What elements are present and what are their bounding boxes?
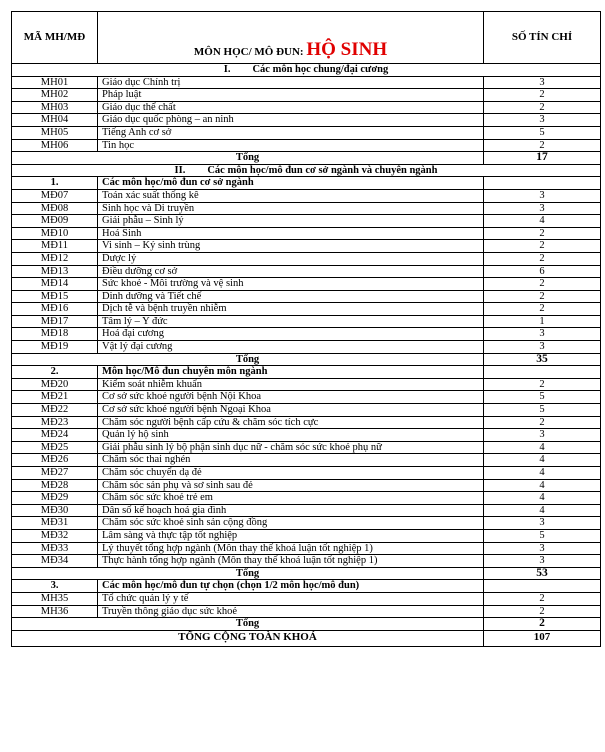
section-title: Các môn học/mô đun cơ sở ngành và chuyên ngành <box>207 164 438 176</box>
subtotal-label: Tổng <box>12 353 484 366</box>
course-row <box>12 101 601 114</box>
subsection-title: Môn học/Mô đun chuyên môn ngành <box>98 366 484 379</box>
course-code: MĐ09 <box>12 215 98 228</box>
subtotal-row <box>12 618 601 631</box>
course-code: MĐ18 <box>12 328 98 341</box>
course-row <box>12 278 601 291</box>
course-code: MĐ10 <box>12 227 98 240</box>
subtotal-label: Tổng <box>12 152 484 165</box>
course-code: MĐ24 <box>12 429 98 442</box>
course-code: MĐ14 <box>12 278 98 291</box>
course-credits: 3 <box>484 429 601 442</box>
course-row <box>12 529 601 542</box>
course-code: MH03 <box>12 101 98 114</box>
header-code: MÃ MH/MĐ <box>12 12 98 64</box>
course-name: Hoá Sinh <box>98 227 484 240</box>
course-name: Tin học <box>98 139 484 152</box>
course-credits: 3 <box>484 189 601 202</box>
course-credits: 5 <box>484 404 601 417</box>
course-credits: 4 <box>484 504 601 517</box>
course-code: MĐ16 <box>12 303 98 316</box>
course-credits: 2 <box>484 101 601 114</box>
course-credits: 2 <box>484 592 601 605</box>
course-credits: 3 <box>484 341 601 354</box>
course-credits: 4 <box>484 492 601 505</box>
course-code: MĐ28 <box>12 479 98 492</box>
course-credits: 4 <box>484 479 601 492</box>
course-name: Dược lý <box>98 252 484 265</box>
course-code: MĐ17 <box>12 315 98 328</box>
course-credits: 4 <box>484 441 601 454</box>
course-name: Sinh học và Di truyền <box>98 202 484 215</box>
course-code: MH05 <box>12 126 98 139</box>
course-credits: 2 <box>484 139 601 152</box>
subsection-credits-empty <box>484 366 601 379</box>
course-name: Điều dưỡng cơ sở <box>98 265 484 278</box>
course-name: Truyền thông giáo dục sức khoẻ <box>98 605 484 618</box>
course-credits: 3 <box>484 76 601 89</box>
section-row-specialized <box>12 164 601 177</box>
course-row <box>12 467 601 480</box>
course-name: Pháp luật <box>98 89 484 102</box>
course-credits: 2 <box>484 240 601 253</box>
subsection-number: 1. <box>12 177 98 190</box>
course-credits: 5 <box>484 126 601 139</box>
course-name: Chăm sóc sức khoẻ sinh sản cộng đồng <box>98 517 484 530</box>
course-code: MĐ20 <box>12 378 98 391</box>
course-name: Giáo dục thể chất <box>98 101 484 114</box>
course-credits: 6 <box>484 265 601 278</box>
course-code: MĐ22 <box>12 404 98 417</box>
course-name: Dinh dưỡng và Tiết chế <box>98 290 484 303</box>
course-credits: 2 <box>484 252 601 265</box>
course-credits: 4 <box>484 454 601 467</box>
course-code: MĐ11 <box>12 240 98 253</box>
course-row <box>12 416 601 429</box>
course-row <box>12 315 601 328</box>
course-name: Cơ sở sức khoẻ người bệnh Ngoại Khoa <box>98 404 484 417</box>
course-row <box>12 555 601 568</box>
course-row <box>12 341 601 354</box>
grand-total-value: 107 <box>484 630 601 646</box>
course-credits: 2 <box>484 290 601 303</box>
section-title: Các môn học chung/đại cương <box>252 64 389 75</box>
subtotal-label: Tổng <box>12 567 484 580</box>
course-name: Giáo dục quốc phòng – an ninh <box>98 114 484 127</box>
course-name: Toán xác suất thống kê <box>98 189 484 202</box>
header-name <box>98 12 484 64</box>
section-number: II. <box>174 164 186 176</box>
course-row <box>12 504 601 517</box>
section-row-specialized-cell <box>12 164 601 177</box>
course-row <box>12 114 601 127</box>
course-code: MĐ12 <box>12 252 98 265</box>
course-name: Tâm lý – Y đức <box>98 315 484 328</box>
course-name: Tiếng Anh cơ sở <box>98 126 484 139</box>
course-name: Thực hành tổng hợp ngành (Môn thay thế khoá luận tốt nghiệp 1) <box>98 555 484 568</box>
course-row <box>12 252 601 265</box>
course-row <box>12 391 601 404</box>
course-credits: 4 <box>484 215 601 228</box>
course-name: Cơ sở sức khoẻ người bệnh Nội Khoa <box>98 391 484 404</box>
course-row <box>12 240 601 253</box>
course-row <box>12 441 601 454</box>
header-major-title: HỘ SINH <box>306 39 388 61</box>
course-code: MĐ31 <box>12 517 98 530</box>
course-name: Chăm sóc sản phụ và sơ sinh sau đẻ <box>98 479 484 492</box>
course-name: Dịch tễ và bệnh truyền nhiễm <box>98 303 484 316</box>
course-row <box>12 454 601 467</box>
course-code: MĐ23 <box>12 416 98 429</box>
course-code: MH35 <box>12 592 98 605</box>
course-row <box>12 202 601 215</box>
course-code: MĐ13 <box>12 265 98 278</box>
curriculum-table <box>11 11 601 647</box>
course-credits: 3 <box>484 114 601 127</box>
course-credits: 2 <box>484 89 601 102</box>
grand-total-row <box>12 630 601 646</box>
course-row <box>12 542 601 555</box>
subsection-row <box>12 177 601 190</box>
course-row <box>12 215 601 228</box>
subtotal-row <box>12 152 601 165</box>
subtotal-row <box>12 353 601 366</box>
course-row <box>12 126 601 139</box>
course-row <box>12 479 601 492</box>
course-code: MĐ32 <box>12 529 98 542</box>
course-name: Kiểm soát nhiễm khuẩn <box>98 378 484 391</box>
course-row <box>12 328 601 341</box>
course-code: MĐ34 <box>12 555 98 568</box>
course-code: MĐ29 <box>12 492 98 505</box>
section-number: I. <box>223 64 231 75</box>
course-name: Chăm sóc sức khoẻ trẻ em <box>98 492 484 505</box>
header-name-prefix: MÔN HỌC/ MÔ ĐUN: <box>193 46 304 59</box>
course-name: Hoá đại cương <box>98 328 484 341</box>
course-credits: 2 <box>484 378 601 391</box>
course-row <box>12 76 601 89</box>
course-credits: 3 <box>484 202 601 215</box>
course-row <box>12 404 601 417</box>
subtotal-value: 2 <box>484 618 601 631</box>
course-code: MĐ27 <box>12 467 98 480</box>
course-name: Dân số kế hoạch hoá gia đình <box>98 504 484 517</box>
course-name: Lâm sàng và thực tập tốt nghiệp <box>98 529 484 542</box>
course-credits: 2 <box>484 227 601 240</box>
course-row <box>12 429 601 442</box>
course-row <box>12 605 601 618</box>
header-credits: SỐ TÍN CHỈ <box>484 12 601 64</box>
course-row <box>12 189 601 202</box>
course-credits: 3 <box>484 328 601 341</box>
subsection-row <box>12 366 601 379</box>
table-header-row <box>12 12 601 64</box>
course-code: MĐ21 <box>12 391 98 404</box>
course-row <box>12 89 601 102</box>
course-row <box>12 303 601 316</box>
course-row <box>12 265 601 278</box>
subsection-number: 3. <box>12 580 98 593</box>
course-row <box>12 592 601 605</box>
course-credits: 5 <box>484 391 601 404</box>
course-code: MH04 <box>12 114 98 127</box>
subsection-credits-empty <box>484 177 601 190</box>
course-code: MH02 <box>12 89 98 102</box>
subsection-row <box>12 580 601 593</box>
course-code: MĐ08 <box>12 202 98 215</box>
course-name: Chăm sóc thai nghén <box>98 454 484 467</box>
course-credits: 3 <box>484 542 601 555</box>
course-name: Giải phẫu sinh lý bộ phận sinh dục nữ - chăm sóc sức khoẻ phụ nữ <box>98 441 484 454</box>
subtotal-value: 17 <box>484 152 601 165</box>
subsection-credits-empty <box>484 580 601 593</box>
course-code: MĐ25 <box>12 441 98 454</box>
course-code: MĐ26 <box>12 454 98 467</box>
course-name: Tổ chức quản lý y tế <box>98 592 484 605</box>
subsection-title: Các môn học/mô đun tự chọn (chọn 1/2 môn học/mô đun) <box>98 580 484 593</box>
course-row <box>12 378 601 391</box>
course-credits: 2 <box>484 303 601 316</box>
course-name: Lý thuyết tổng hợp ngành (Môn thay thế khoá luận tốt nghiệp 1) <box>98 542 484 555</box>
course-code: MH06 <box>12 139 98 152</box>
course-row <box>12 139 601 152</box>
course-credits: 2 <box>484 416 601 429</box>
course-name: Chăm sóc người bệnh cấp cứu & chăm sóc tích cực <box>98 416 484 429</box>
course-credits: 1 <box>484 315 601 328</box>
subtotal-label: Tổng <box>12 618 484 631</box>
course-name: Giáo dục Chính trị <box>98 76 484 89</box>
course-name: Giải phẫu – Sinh lý <box>98 215 484 228</box>
subtotal-row <box>12 567 601 580</box>
course-credits: 2 <box>484 278 601 291</box>
course-code: MĐ19 <box>12 341 98 354</box>
course-row <box>12 517 601 530</box>
course-code: MH36 <box>12 605 98 618</box>
course-name: Vi sinh – Ký sinh trùng <box>98 240 484 253</box>
course-code: MĐ33 <box>12 542 98 555</box>
grand-total-label: TỔNG CỘNG TOÀN KHOÁ <box>12 630 484 646</box>
subsection-number: 2. <box>12 366 98 379</box>
course-name: Sức khoẻ - Môi trường và vệ sinh <box>98 278 484 291</box>
course-credits: 2 <box>484 605 601 618</box>
course-code: MĐ07 <box>12 189 98 202</box>
course-credits: 3 <box>484 517 601 530</box>
course-credits: 4 <box>484 467 601 480</box>
course-code: MH01 <box>12 76 98 89</box>
subtotal-value: 53 <box>484 567 601 580</box>
course-row <box>12 290 601 303</box>
course-credits: 3 <box>484 555 601 568</box>
course-name: Chăm sóc chuyển dạ đẻ <box>98 467 484 480</box>
course-code: MĐ15 <box>12 290 98 303</box>
course-code: MĐ30 <box>12 504 98 517</box>
course-name: Quản lý hộ sinh <box>98 429 484 442</box>
section-row-general-cell <box>12 64 601 77</box>
subsection-title: Các môn học/mô đun cơ sở ngành <box>98 177 484 190</box>
course-name: Vật lý đại cương <box>98 341 484 354</box>
section-row-general <box>12 64 601 77</box>
course-row <box>12 492 601 505</box>
subtotal-value: 35 <box>484 353 601 366</box>
course-row <box>12 227 601 240</box>
course-credits: 5 <box>484 529 601 542</box>
